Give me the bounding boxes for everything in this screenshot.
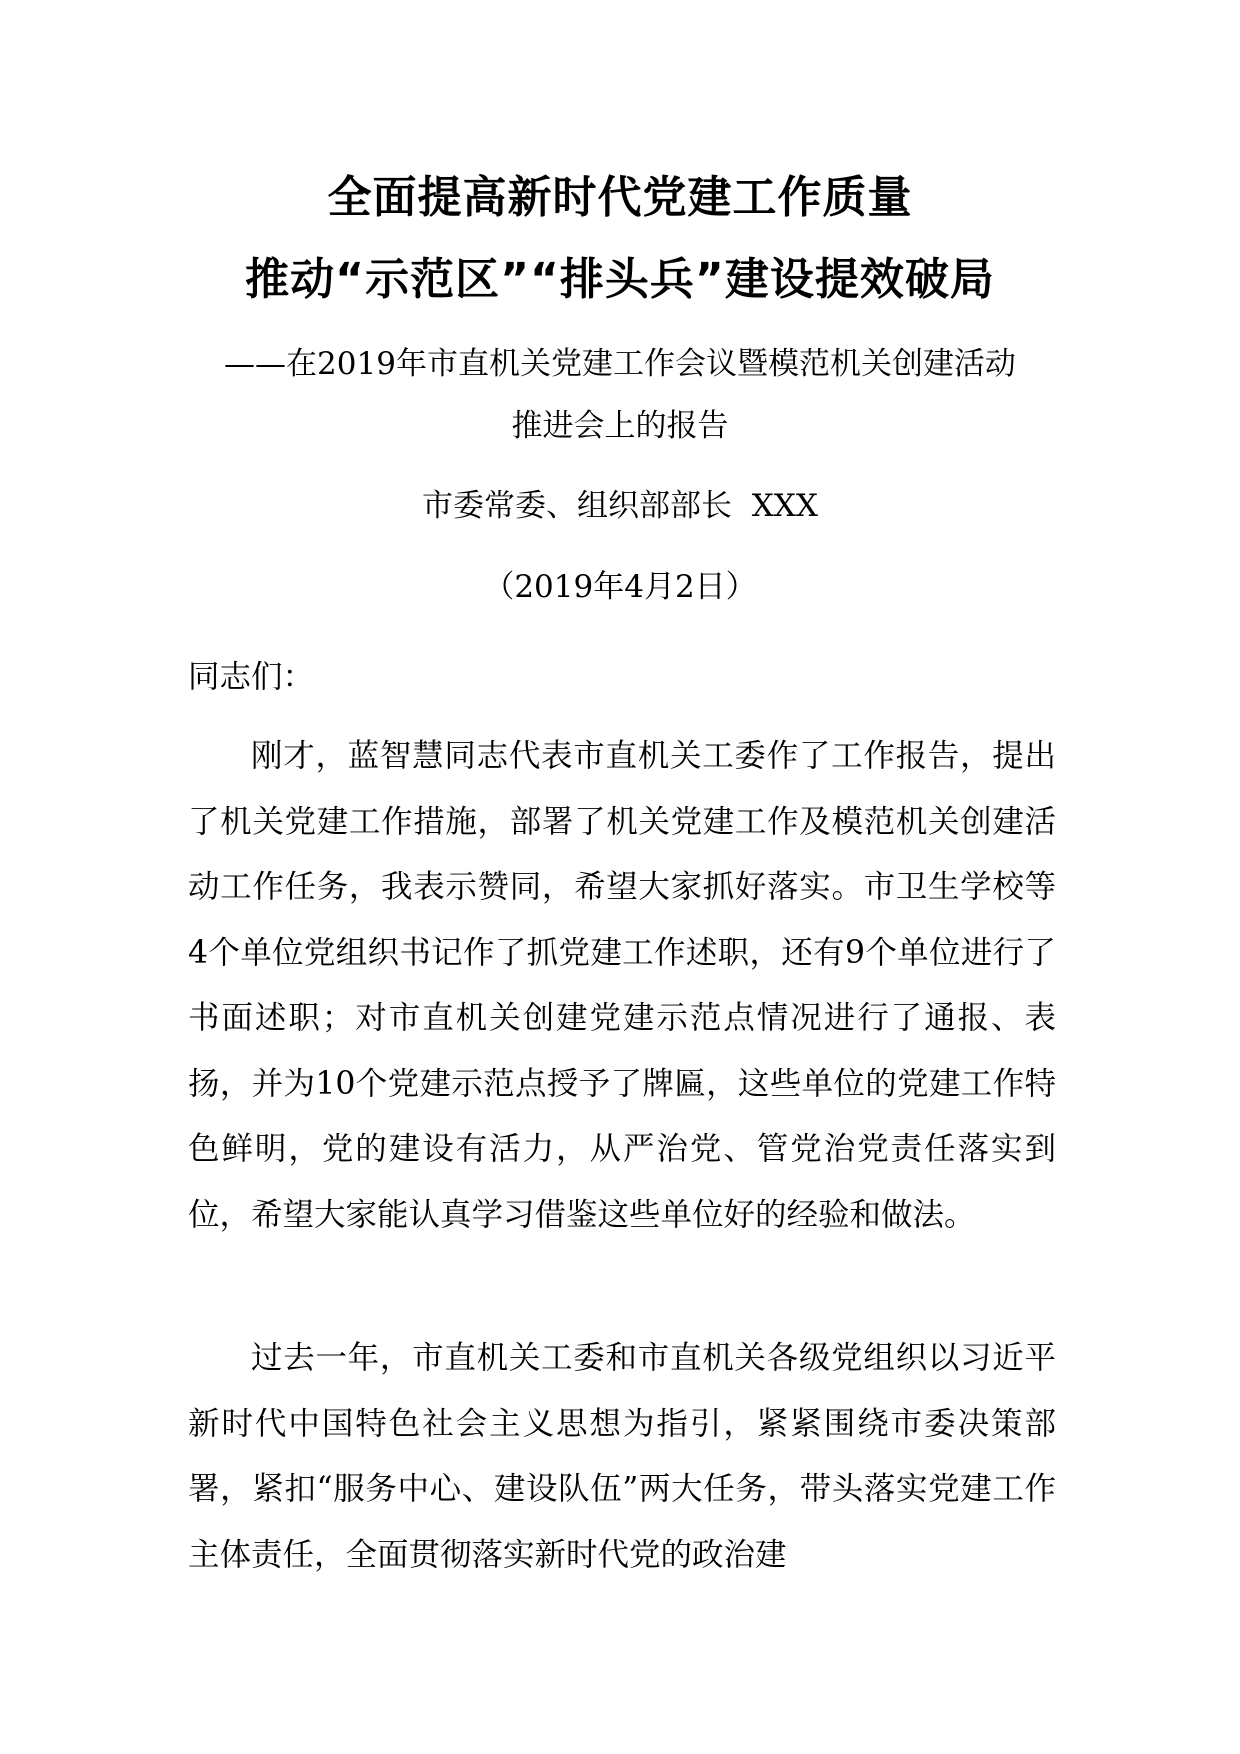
paragraph-2: 过去一年，市直机关工委和市直机关各级党组织以习近平新时代中国特色社会主义思想为指引，紧紧围绕市委决策部署，紧扣“服务中心、建设队伍”两大任务，带头落实党建工作主体责任，全面贯彻落实新时代党的政治建 xyxy=(188,1340,1056,1573)
title-line-1: 全面提高新时代党建工作质量 xyxy=(327,172,913,223)
subtitle-line-2: 推进会上的报告 xyxy=(511,408,729,444)
date-line: （2019年4月2日） xyxy=(483,569,757,605)
paragraph-1: 刚才，蓝智慧同志代表市直机关工委作了工作报告，提出了机关党建工作措施，部署了机关党建工作及模范机关创建活动工作任务，我表示赞同，希望大家抓好落实。市卫生学校等4个单位党组织书记作了抓党建工作述职，还有9个单位进行了书面述职；对市直机关创建党建示范点情况进行了通报、表扬，并为10个党建示范点授予了牌匾，这些单位的党建工作特色鲜明，党的建设有活力，从严治党、管党治党责任落实到位，希望大家能认真学习借鉴这些单位好的经验和做法。 xyxy=(188,738,1056,1233)
salutation: 同志们： xyxy=(188,659,315,695)
subtitle-line-1: ——在2019年市直机关党建工作会议暨模范机关创建活动 xyxy=(224,346,1016,382)
title-line-2: 推动“示范区”“排头兵”建设提效破局 xyxy=(245,254,995,305)
author-line: 市委常委、组织部部长 XXX xyxy=(422,488,818,524)
